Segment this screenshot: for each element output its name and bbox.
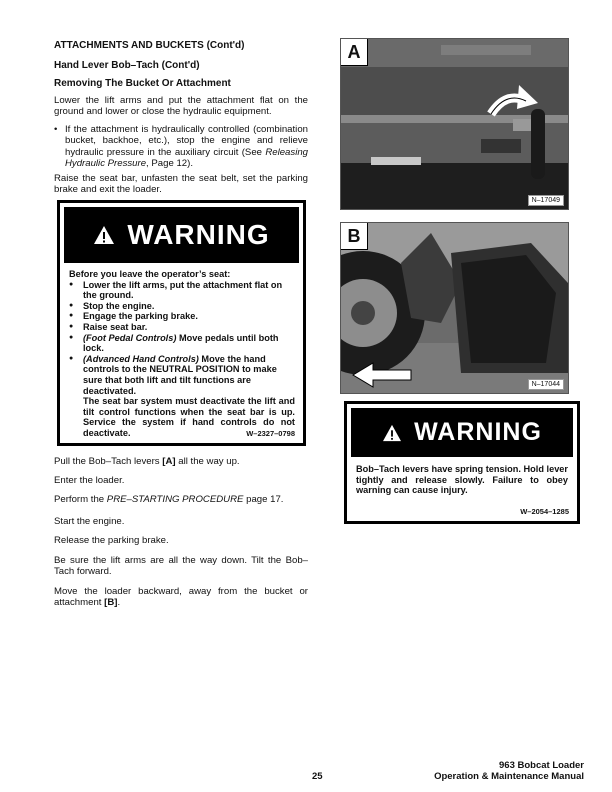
step-start-engine: Start the engine. [54,516,125,527]
subsection-title: Hand Lever Bob–Tach (Cont'd) [54,60,200,71]
warning-triangle-icon [382,424,402,442]
warning-list [69,280,295,397]
warning-code: W–2327–0798 [246,429,295,438]
warning-header [64,207,299,263]
warning-closing: The seat bar system must deactivate the lift and tilt control functions when the seat bar is up. Service the system if hand controls do not deactivate. [83,396,295,438]
figure-a-number: N–17049 [528,195,564,206]
warning-triangle-icon [93,225,115,245]
step-enter-loader: Enter the loader. [54,475,125,486]
page-number: 25 [312,771,323,782]
warning-heading: WARNING [414,418,542,446]
warning-code: W–2054–1285 [520,507,569,516]
warning-item: ● Lower the lift arms, put the attachment flat on the ground. [69,280,295,301]
warning-item: ● Engage the parking brake. [69,311,295,322]
paragraph-raise-seat-bar: Raise the seat bar, unfasten the seat belt, set the parking brake and exit the loader. [54,173,308,196]
warning-intro: Before you leave the operator’s seat: [69,269,231,279]
section-title: ATTACHMENTS AND BUCKETS (Cont'd) [54,40,245,51]
step-tilt-bobtach: Be sure the lift arms are all the way down. Tilt the Bob–Tach forward. [54,555,308,578]
warning-header [351,408,573,457]
figure-b-illustration [341,223,568,393]
warning-body [69,269,295,439]
step-move-backward: Move the loader backward, away from the bucket or attachment [B]. [54,586,308,609]
procedure-title: Removing The Bucket Or Attachment [54,78,231,89]
manual-title [364,760,584,782]
manual-title-line1: 963 Bobcat Loader [499,760,584,771]
figure-b-photo [340,222,569,394]
warning-box-spring-tension [344,401,580,524]
warning-text: Bob–Tach levers have spring tension. Hold lever tightly and release slowly. Failure to obey warning can cause injury. [356,464,568,496]
figure-a-illustration [341,39,568,209]
figure-a-label: A [341,39,368,66]
warning-heading: WARNING [127,219,270,250]
bullet-hydraulic: • If the attachment is hydraulically controlled (combination bucket, backhoe, etc.), stop the engine and relieve hydraulic pressure in the auxiliary circuit (See Releasing Hydraulic Pressure, Page 12). [54,124,308,170]
figure-b-number: N–17044 [528,379,564,390]
step-pull-levers: Pull the Bob–Tach levers [A] all the way up. [54,456,240,467]
paragraph-lower-lift-arms: Lower the lift arms and put the attachment flat on the ground and lower or close the hydraulic equipment. [54,95,308,118]
warning-item: ● (Foot Pedal Controls) Move pedals until both lock. [69,333,295,354]
figure-a-photo [340,38,569,210]
warning-item: ● Raise seat bar. [69,322,295,333]
warning-box-operator-seat [57,200,306,446]
warning-item: ● Stop the engine. [69,301,295,312]
warning-item: ● (Advanced Hand Controls) Move the hand controls to the NEUTRAL POSITION to make sure that both lift and tilt functions are deactivated. [69,354,295,396]
step-release-brake: Release the parking brake. [54,535,169,546]
manual-title-line2: Operation & Maintenance Manual [434,771,584,782]
step-pre-starting: Perform the PRE–STARTING PROCEDURE page 17. [54,494,284,505]
figure-b-label: B [341,223,368,250]
